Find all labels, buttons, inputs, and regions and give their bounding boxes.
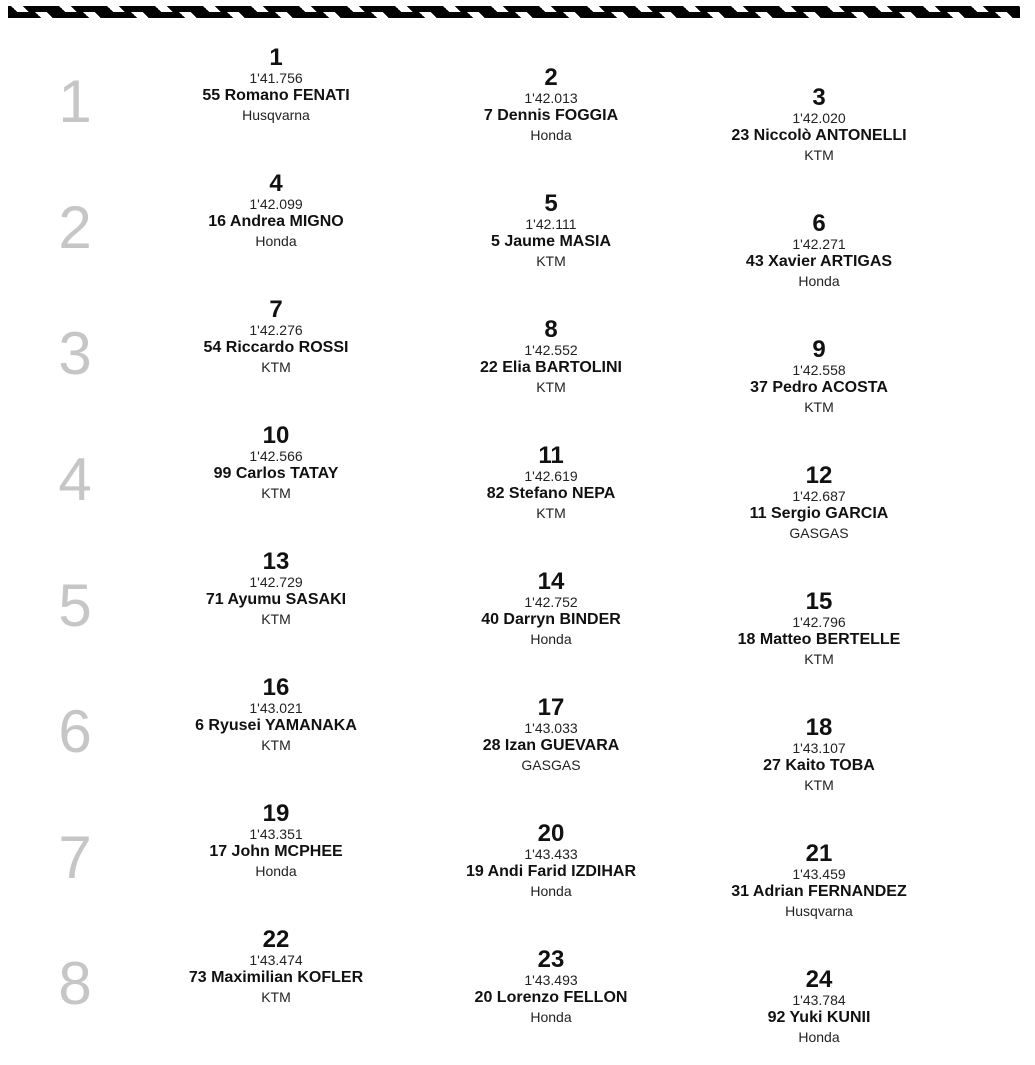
rider-name: 71 Ayumu SASAKI (205, 591, 347, 608)
lap-time: 1'43.033 (524, 720, 578, 736)
lap-time: 1'41.756 (249, 70, 303, 86)
team-name: Husqvarna (242, 107, 310, 123)
rider-name: 54 Riccardo ROSSI (203, 339, 349, 356)
lap-time: 1'42.566 (249, 448, 303, 464)
rider-name: 20 Lorenzo FELLON (474, 989, 628, 1006)
lap-time: 1'42.020 (792, 110, 846, 126)
rider-name: 55 Romano FENATI (202, 87, 350, 104)
grid-slot (421, 318, 681, 396)
rider-name: 23 Niccolò ANTONELLI (731, 127, 907, 144)
grid-slot (146, 928, 406, 1006)
lap-time: 1'43.351 (249, 826, 303, 842)
grid-position: 5 (544, 190, 558, 217)
team-name: Honda (798, 1029, 840, 1045)
grid-slot (146, 424, 406, 502)
lap-time: 1'43.784 (792, 992, 846, 1008)
lap-time: 1'42.276 (249, 322, 303, 338)
team-name: KTM (261, 611, 291, 627)
lap-time: 1'42.752 (524, 594, 578, 610)
grid-position: 2 (544, 64, 558, 91)
grid-slot (146, 46, 406, 124)
team-name: KTM (536, 505, 566, 521)
grid-slot (689, 590, 949, 668)
grid-position: 13 (262, 548, 290, 575)
grid-slot (146, 802, 406, 880)
team-name: KTM (804, 399, 834, 415)
grid-slot (689, 968, 949, 1046)
team-name: KTM (536, 253, 566, 269)
lap-time: 1'42.687 (792, 488, 846, 504)
team-name: Honda (255, 863, 297, 879)
grid-slot (146, 676, 406, 754)
grid-position: 14 (537, 568, 565, 595)
team-name: KTM (804, 777, 834, 793)
lap-time: 1'43.107 (792, 740, 846, 756)
team-name: KTM (261, 989, 291, 1005)
grid-position: 23 (537, 946, 565, 973)
grid-row-number: 8 (58, 950, 92, 1017)
grid-slot (421, 696, 681, 774)
grid-position: 12 (805, 462, 833, 489)
lap-time: 1'43.021 (249, 700, 303, 716)
team-name: Honda (530, 127, 572, 143)
team-name: KTM (261, 359, 291, 375)
grid-position: 10 (262, 422, 290, 449)
rider-name: 31 Adrian FERNANDEZ (731, 883, 907, 900)
lap-time: 1'42.111 (525, 216, 577, 232)
grid-slot (689, 212, 949, 290)
grid-slot (146, 172, 406, 250)
rider-name: 27 Kaito TOBA (763, 757, 875, 774)
grid-row-number: 2 (58, 194, 92, 261)
grid-row-number: 7 (58, 824, 92, 891)
rider-name: 73 Maximilian KOFLER (188, 969, 364, 986)
lap-time: 1'42.558 (792, 362, 846, 378)
rider-name: 92 Yuki KUNII (767, 1009, 871, 1026)
rider-name: 40 Darryn BINDER (481, 611, 621, 628)
lap-time: 1'42.099 (249, 196, 303, 212)
grid-slot (421, 444, 681, 522)
team-name: Honda (530, 883, 572, 899)
grid-row-number: 3 (58, 320, 92, 387)
rider-name: 22 Elia BARTOLINI (480, 359, 622, 376)
team-name: Honda (255, 233, 297, 249)
grid-slot (689, 86, 949, 164)
lap-time: 1'42.796 (792, 614, 846, 630)
team-name: KTM (536, 379, 566, 395)
rider-name: 19 Andi Farid IZDIHAR (465, 863, 637, 880)
lap-time: 1'42.619 (524, 468, 578, 484)
rider-name: 37 Pedro ACOSTA (750, 379, 888, 396)
team-name: GASGAS (521, 757, 581, 773)
grid-slot (689, 464, 949, 542)
grid-position: 6 (812, 210, 826, 237)
grid-slot (421, 948, 681, 1026)
grid-position: 9 (812, 336, 826, 363)
lap-time: 1'42.729 (249, 574, 303, 590)
grid-position: 8 (544, 316, 558, 343)
rider-name: 43 Xavier ARTIGAS (745, 253, 893, 270)
grid-slot (421, 66, 681, 144)
lap-time: 1'42.013 (524, 90, 578, 106)
rider-name: 17 John MCPHEE (209, 843, 343, 860)
rider-name: 18 Matteo BERTELLE (737, 631, 901, 648)
grid-slot (689, 842, 949, 920)
rider-name: 28 Izan GUEVARA (482, 737, 620, 754)
team-name: Honda (530, 1009, 572, 1025)
team-name: KTM (804, 651, 834, 667)
lap-time: 1'43.493 (524, 972, 578, 988)
grid-position: 19 (262, 800, 290, 827)
grid-position: 24 (805, 966, 833, 993)
grid-slot (421, 570, 681, 648)
rider-name: 99 Carlos TATAY (213, 465, 339, 482)
grid-slot (146, 550, 406, 628)
grid-slot (689, 716, 949, 794)
team-name: KTM (261, 485, 291, 501)
grid-position: 21 (805, 840, 833, 867)
grid-position: 4 (269, 170, 283, 197)
rider-name: 7 Dennis FOGGIA (483, 107, 619, 124)
grid-position: 16 (262, 674, 290, 701)
grid-row-number: 1 (58, 68, 92, 135)
team-name: Honda (530, 631, 572, 647)
lap-time: 1'42.552 (524, 342, 578, 358)
grid-position: 17 (537, 694, 565, 721)
team-name: KTM (804, 147, 834, 163)
grid-slot (689, 338, 949, 416)
lap-time: 1'43.459 (792, 866, 846, 882)
team-name: KTM (261, 737, 291, 753)
grid-row-number: 4 (58, 446, 92, 513)
grid-slot (421, 822, 681, 900)
lap-time: 1'43.433 (524, 846, 578, 862)
grid-position: 11 (538, 442, 564, 469)
lap-time: 1'43.474 (249, 952, 303, 968)
rider-name: 16 Andrea MIGNO (208, 213, 344, 230)
grid-row-number: 6 (58, 698, 92, 765)
grid-position: 1 (269, 44, 283, 71)
grid-position: 3 (812, 84, 826, 111)
team-name: GASGAS (789, 525, 849, 541)
rider-name: 11 Sergio GARCIA (749, 505, 889, 522)
team-name: Honda (798, 273, 840, 289)
grid-position: 18 (805, 714, 833, 741)
rider-name: 5 Jaume MASIA (490, 233, 612, 250)
grid-position: 20 (537, 820, 565, 847)
grid-position: 22 (262, 926, 290, 953)
grid-slot (146, 298, 406, 376)
grid-position: 7 (269, 296, 283, 323)
team-name: Husqvarna (785, 903, 853, 919)
rider-name: 6 Ryusei YAMANAKA (195, 717, 357, 734)
grid-position: 15 (805, 588, 833, 615)
grid-row-number: 5 (58, 572, 92, 639)
grid-slot (421, 192, 681, 270)
rider-name: 82 Stefano NEPA (486, 485, 616, 502)
lap-time: 1'42.271 (792, 236, 846, 252)
